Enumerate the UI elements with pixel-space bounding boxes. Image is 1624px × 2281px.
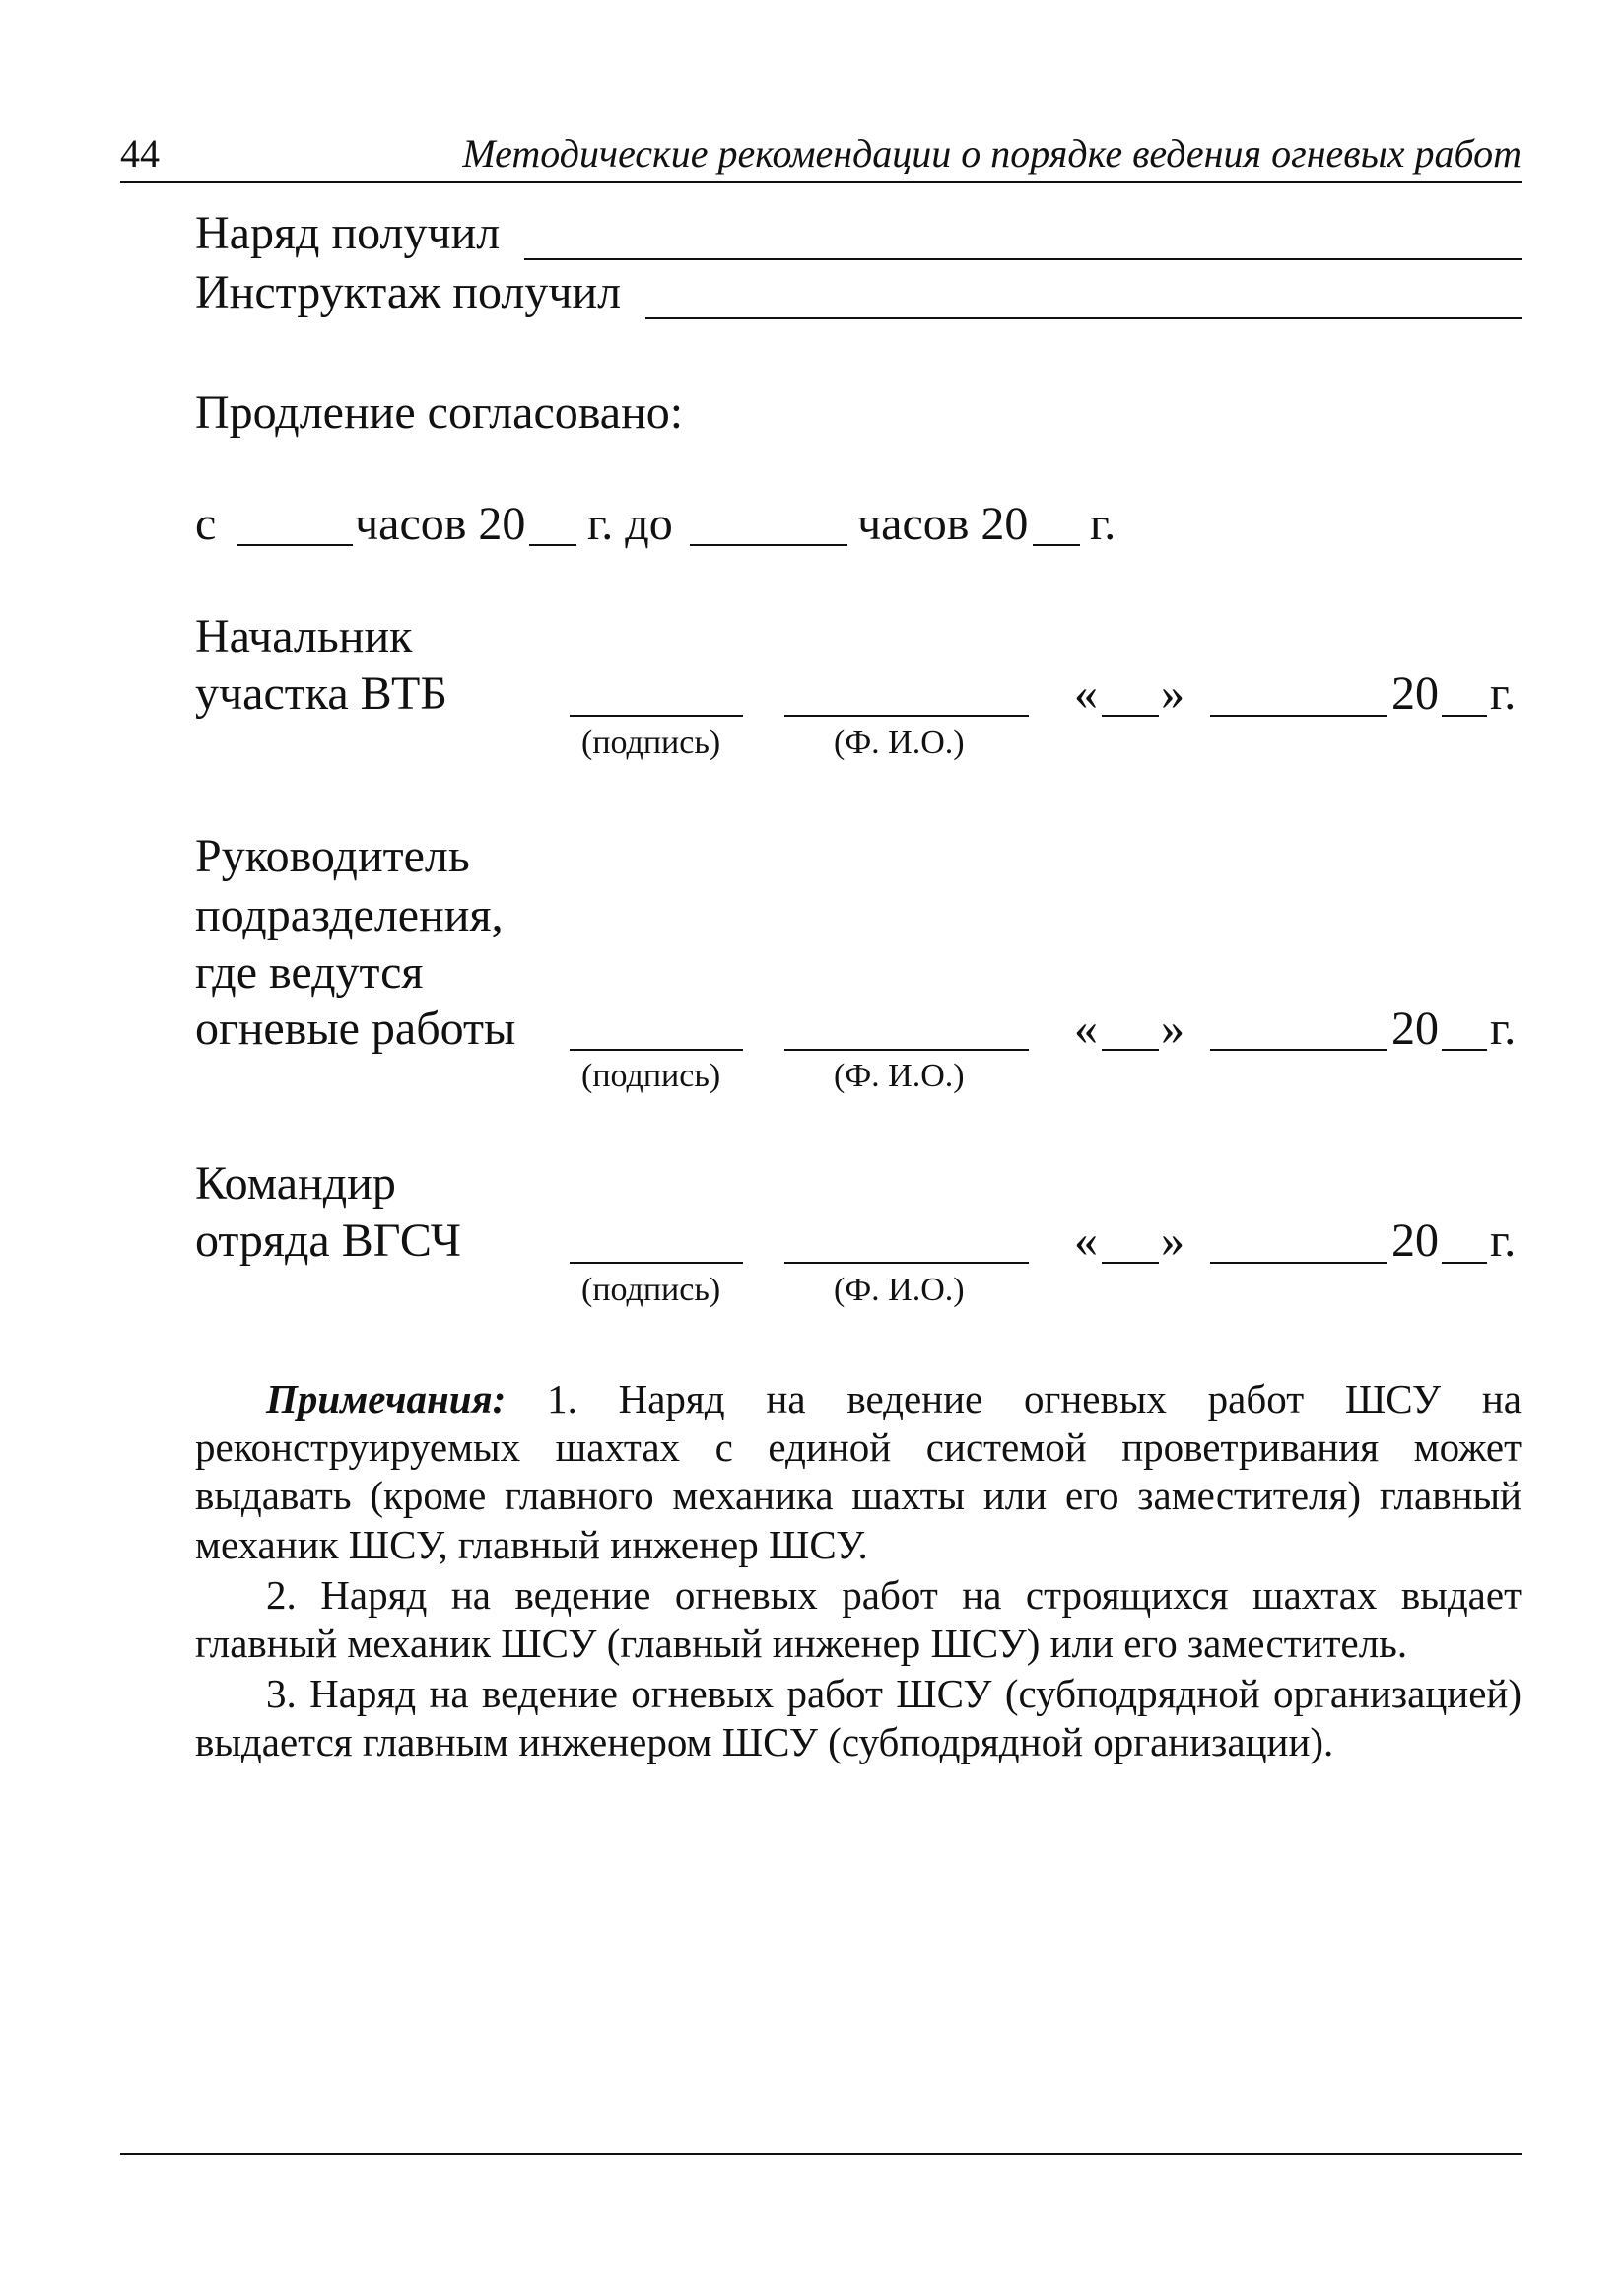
signatory-2-signature-caption: (подпись) [581,1058,721,1094]
extension-hours-1-label: часов 20 [355,498,526,550]
signatory-2-title-line-3: где ведутся [195,946,424,999]
signatory-3-title-line-2: отряда ВГСЧ [195,1214,461,1267]
signatory-3-year-field[interactable] [1442,1262,1487,1264]
signatory-1-quote-close: » [1161,667,1184,720]
signatory-2-day-field[interactable] [1102,1049,1159,1051]
signatory-3-signature-caption: (подпись) [581,1272,721,1308]
page-number: 44 [120,131,160,175]
order-received-label: Наряд получил [195,207,501,259]
note-3: 3. Наряд на ведение огневых работ ШСУ (субподрядной организацией) выдается главным инженером ШСУ (субподрядной организации). [195,1671,1522,1765]
briefing-received-label: Инструктаж получил [195,266,622,318]
signatory-2-quote-open: « [1074,1002,1098,1055]
signatory-1-name-caption: (Ф. И.О.) [834,725,965,761]
signatory-2-name-field[interactable] [784,1049,1029,1051]
note-1-text: 1. Наряд на ведение огневых работ ШСУ на реконструируемых шахтах с единой системой проветривания может выдавать (кроме главного механика шахты или его заместителя) главный механик ШСУ, главный инженер ШСУ. [195,1376,1522,1567]
signatory-2-title-line-4: огневые работы [195,1002,516,1055]
signatory-1-year-prefix: 20 [1391,667,1439,720]
extension-to-hours-field[interactable] [690,544,847,546]
signatory-2-quote-close: » [1161,1002,1184,1055]
signatory-3-name-caption: (Ф. И.О.) [834,1272,965,1308]
signatory-3-year-suffix: г. [1490,1214,1517,1267]
extension-agreed-label: Продление согласовано: [195,386,684,439]
note-1 [195,1375,1522,1569]
signatory-2-title-line-1: Руководитель [195,830,470,882]
signatory-2-name-caption: (Ф. И.О.) [834,1058,965,1094]
signatory-3-month-field[interactable] [1210,1262,1387,1264]
signatory-1-month-field[interactable] [1210,715,1387,717]
signatory-2-signature-field[interactable] [570,1049,743,1051]
extension-year-to-label: г. до [587,498,673,550]
signatory-2-year-field[interactable] [1442,1049,1487,1051]
signatory-3-quote-open: « [1074,1214,1098,1267]
order-received-field[interactable] [524,258,1522,260]
briefing-received-field[interactable] [645,317,1522,319]
notes-label: Примечания: [266,1376,507,1421]
signatory-2-month-field[interactable] [1210,1049,1387,1051]
signatory-1-signature-field[interactable] [570,715,743,717]
extension-from-label: с [195,498,217,550]
signatory-1-name-field[interactable] [784,715,1029,717]
signatory-1-title-line-1: Начальник [195,610,413,662]
signatory-2-year-prefix: 20 [1391,1002,1439,1055]
signatory-1-title-line-2: участка ВТБ [195,667,447,720]
signatory-3-name-field[interactable] [784,1262,1029,1264]
extension-year-1-field[interactable] [529,544,576,546]
extension-year-end-label: г. [1090,498,1116,550]
note-2: 2. Наряд на ведение огневых работ на строящихся шахтах выдает главный механик ШСУ (главный инженер ШСУ) или его заместитель. [195,1571,1522,1666]
signatory-1-year-field[interactable] [1442,715,1487,717]
signatory-3-title-line-1: Командир [195,1157,396,1210]
signatory-3-day-field[interactable] [1102,1262,1159,1264]
signatory-3-year-prefix: 20 [1391,1214,1439,1267]
extension-year-2-field[interactable] [1033,544,1080,546]
notes-block [195,1375,1522,1767]
signatory-1-year-suffix: г. [1490,667,1517,720]
signatory-1-day-field[interactable] [1102,715,1159,717]
signatory-3-signature-field[interactable] [570,1262,743,1264]
running-title: Методические рекомендации о порядке ведения огневых работ [462,131,1522,175]
extension-from-hours-field[interactable] [237,544,353,546]
signatory-1-signature-caption: (подпись) [581,725,721,761]
footer-rule [120,2153,1522,2155]
header-rule [120,181,1522,183]
extension-hours-2-label: часов 20 [857,498,1029,550]
signatory-1-quote-open: « [1074,667,1098,720]
signatory-2-year-suffix: г. [1490,1002,1517,1055]
signatory-2-title-line-2: подразделения, [195,889,504,941]
signatory-3-quote-close: » [1161,1214,1184,1267]
